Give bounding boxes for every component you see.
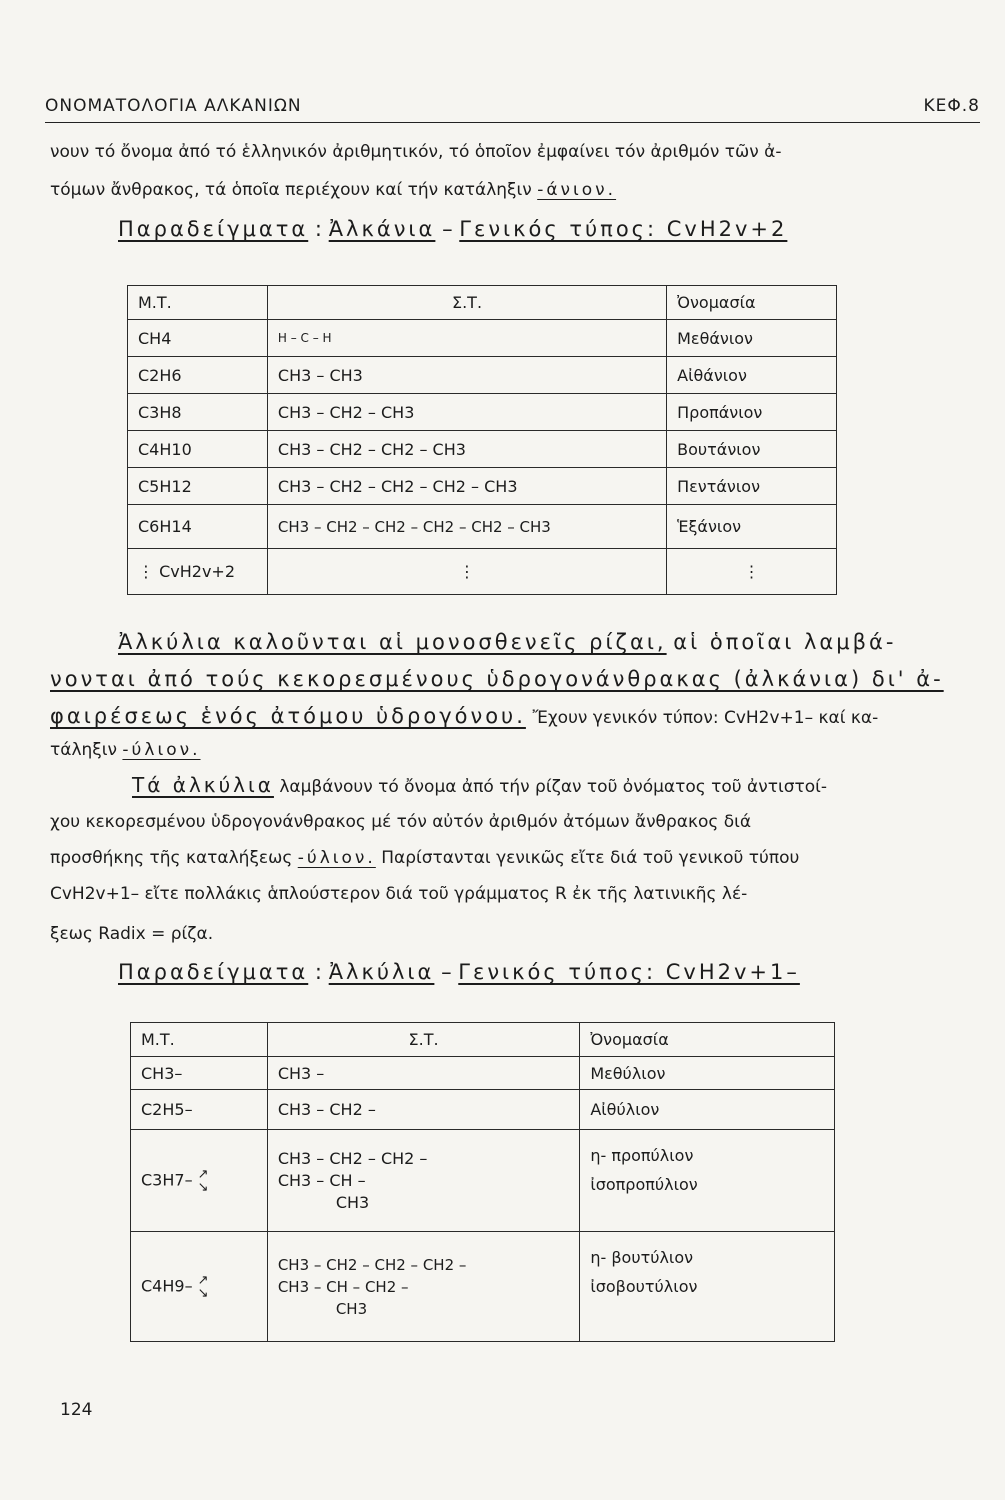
mt-cell: C4H9– ↗ ↘ [131,1232,268,1342]
para1-line2: τόμων ἄνθρακος, τά ὁποῖα περιέχουν καί τήν κατάληξιν -άνιον. [50,180,617,200]
para3-line3: προσθήκης τῆς καταλήξεως -ύλιον. Παρίστανται γενικῶς εἴτε διά τοῦ γενικοῦ τύπου [50,848,800,868]
header-name: Ὀνομασία [580,1023,835,1057]
mt-cell: C3H7– ↗ ↘ [131,1130,268,1232]
page-header [45,92,980,123]
table-header-row [131,1023,835,1057]
examples2-heading: Παραδείγματα : Ἀλκύλια – Γενικός τύπος: CvH2v+1– [118,960,800,984]
para2-line1: Ἀλκύλια καλοῦνται αἱ μονοσθενεῖς ρίζαι, αἱ ὁποῖαι λαμβά- [118,630,897,654]
section-title: ΟΝΟΜΑΤΟΛΟΓΙΑ ΑΛΚΑΝΙΩΝ [45,96,302,116]
table-row: C3H7– ↗ ↘ CH3 – CH2 – CH2 – CH3 – CH – CH3 η- προπύλιον ἰσοπροπύλιον [131,1130,835,1232]
para3-line1: Τά ἀλκύλια λαμβάνουν τό ὄνομα ἀπό τήν ρίζαν τοῦ ὀνόματος τοῦ ἀντιστοί- [132,773,828,797]
table-header-row [128,286,837,320]
table-row: C2H5– CH3 – CH2 – Αἰθύλιον [131,1090,835,1130]
examples1-heading: Παραδείγματα : Ἀλκάνια – Γενικός τύπος: CvH2v+2 [118,217,788,241]
para2-line4: τάληξιν -ύλιον. [50,740,201,760]
table-row: C6H14 CH3 – CH2 – CH2 – CH2 – CH2 – CH3 Ἑξάνιον [128,505,837,549]
table-row: C4H10 CH3 – CH2 – CH2 – CH3 Βουτάνιον [128,431,837,468]
table-row: C4H9– ↗ ↘ CH3 – CH2 – CH2 – CH2 – CH3 – CH – CH2 – CH3 η- βουτύλιον ἰσοβουτύλιον [131,1232,835,1342]
table-row: C3H8 CH3 – CH2 – CH3 Προπάνιον [128,394,837,431]
table-row: C5H12 CH3 – CH2 – CH2 – CH2 – CH3 Πεντάνιον [128,468,837,505]
branch-arrows-icon: ↗ ↘ [197,1272,209,1301]
chapter-label: ΚΕΦ.8 [923,96,980,116]
para3-line2: χου κεκορεσμένου ὑδρογονάνθρακος μέ τόν αὐτόν ἀριθμόν ἀτόμων ἄνθρακος διά [50,812,752,832]
alkyls-table [130,1022,835,1342]
header-name: Ὀνομασία [667,286,837,320]
header-st: Σ.Τ. [267,286,666,320]
branch-arrows-icon: ↗ ↘ [197,1166,209,1195]
table-row: CH3– CH3 – Μεθύλιον [131,1057,835,1090]
para3-line5: ξεως Radix = ρίζα. [50,924,214,944]
header-mt: Μ.Τ. [128,286,268,320]
page-number: 124 [60,1400,93,1420]
alkanes-table [127,285,837,595]
para2-line3: φαιρέσεως ἑνός ἀτόμου ὑδρογόνου. Ἔχουν γενικόν τύπον: CvH2v+1– καί κα- [50,704,879,728]
para1-line1: νουν τό ὄνομα ἀπό τό ἑλληνικόν ἀριθμητικόν, τό ὁποῖον ἐμφαίνει τόν ἀριθμόν τῶν ἀ- [50,142,782,162]
header-st: Σ.Τ. [267,1023,579,1057]
para2-line2: νονται ἀπό τούς κεκορεσμένους ὑδρογονάνθρακας (ἀλκάνια) δι' ἀ- [50,667,944,691]
header-mt: Μ.Τ. [131,1023,268,1057]
table-row: ⋮ CvH2v+2 ⋮ ⋮ [128,549,837,595]
table-row: C2H6 CH3 – CH3 Αἰθάνιον [128,357,837,394]
para3-line4: CvH2v+1– εἴτε πολλάκις ἁπλούστερον διά τοῦ γράμματος R ἐκ τῆς λατινικῆς λέ- [50,884,748,904]
table-row: CH4 H – C – H Μεθάνιον [128,320,837,357]
